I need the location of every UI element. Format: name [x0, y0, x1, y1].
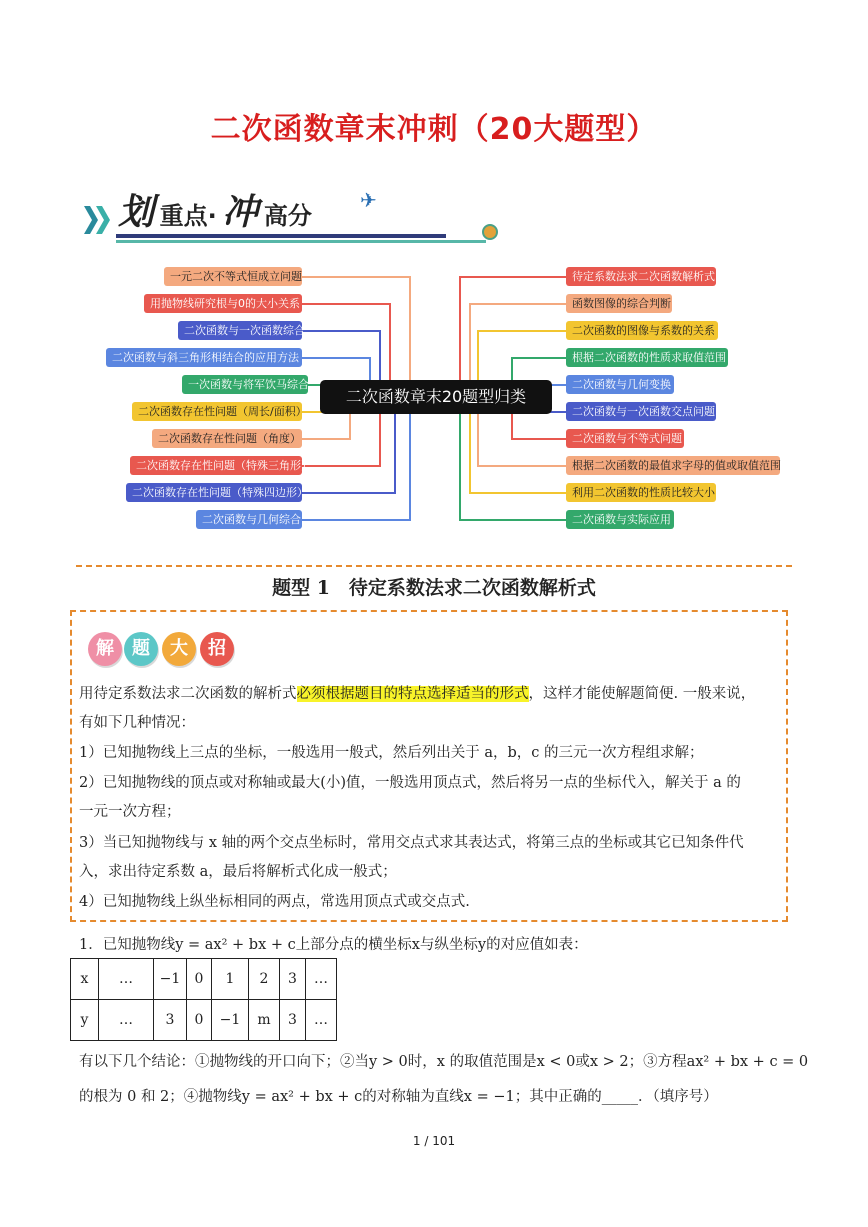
mindmap-node-left: 二次函数存在性问题（特殊四边形）	[126, 483, 302, 502]
mindmap-connector	[302, 397, 410, 520]
section-title: 题型 1 待定系数法求二次函数解析式	[272, 577, 596, 599]
mindmap-node-right: 二次函数与实际应用	[566, 510, 674, 529]
mindmap-node-right: 函数图像的综合判断	[566, 294, 672, 313]
mindmap-node-left: 二次函数与几何综合	[196, 510, 302, 529]
mindmap-node-left: 二次函数存在性问题（特殊三角形）	[130, 456, 302, 475]
mindmap-center: 二次函数章末20题型归类	[320, 380, 552, 414]
table-cell: 2	[249, 959, 280, 1000]
banner-char-1: 划	[118, 192, 155, 233]
table-cell: …	[99, 1000, 154, 1041]
tip-item-2a: 2）已知抛物线的顶点或对称轴或最大(小)值，一般选用顶点式，然后将另一点的坐标代入，解关于 a 的	[79, 775, 741, 791]
tip-badge: 大	[162, 632, 196, 666]
table-row-y	[71, 1000, 337, 1041]
table-cell: −1	[154, 959, 187, 1000]
table-cell: −1	[212, 1000, 249, 1041]
banner-text-1: 重点·	[159, 202, 217, 230]
tip-highlight: 必须根据题目的特点选择适当的形式	[296, 686, 529, 702]
tip-intro	[79, 684, 784, 704]
mindmap-node-right: 二次函数的图像与系数的关系	[566, 321, 718, 340]
tip-item-3b: 入，求出待定系数 a，最后将解析式化成一般式；	[79, 864, 397, 880]
table-cell: 3	[154, 1000, 187, 1041]
mindmap-node-left: 一次函数与将军饮马综合	[182, 375, 308, 394]
mindmap-node-right: 二次函数与不等式问题	[566, 429, 684, 448]
table-cell: 0	[187, 959, 212, 1000]
table-cell: …	[306, 959, 337, 1000]
value-table	[70, 958, 337, 1041]
tip-intro-line2: 有如下几种情况：	[79, 715, 195, 731]
question-stem: 1．已知抛物线y = ax² + bx + c上部分点的横坐标x与纵坐标y的对应值如表：	[79, 937, 588, 953]
mindmap-node-right: 待定系数法求二次函数解析式	[566, 267, 716, 286]
mindmap-node-left: 二次函数存在性问题（角度）	[152, 429, 302, 448]
tip-badge: 解	[88, 632, 122, 666]
table-cell: 1	[212, 959, 249, 1000]
table-cell: y	[71, 1000, 99, 1041]
table-cell: m	[249, 1000, 280, 1041]
tip-intro-before: 用待定系数法求二次函数的解析式	[79, 686, 297, 702]
mindmap-node-right: 二次函数与几何变换	[566, 375, 674, 394]
tip-intro-after: ，这样才能使解题简便. 一般来说，	[528, 686, 756, 702]
table-cell: 3	[280, 959, 306, 1000]
banner-char-2: 冲	[222, 192, 259, 233]
paper-plane-icon: ✈	[360, 188, 377, 212]
question-line-1: 有以下几个结论：①抛物线的开口向下；②当y > 0时，x 的取值范围是x < 0或x > 2；③方程ax² + bx + c = 0	[79, 1054, 809, 1070]
mindmap-node-left: 二次函数与一次函数综合	[178, 321, 302, 340]
tip-item-4: 4）已知抛物线上纵坐标相同的两点，常选用顶点式或交点式.	[79, 894, 470, 910]
table-cell: 3	[280, 1000, 306, 1041]
question-line-2: 的根为 0 和 2；④抛物线y = ax² + bx + c的对称轴为直线x = −1；其中正确的_____．（填序号）	[79, 1089, 718, 1105]
tip-badge: 题	[124, 632, 158, 666]
mindmap-node-right: 根据二次函数的最值求字母的值或取值范围	[566, 456, 780, 475]
table-cell: …	[306, 1000, 337, 1041]
table-cell: …	[99, 959, 154, 1000]
banner-text-2: 高分	[263, 202, 312, 230]
table-cell: x	[71, 959, 99, 1000]
mindmap-connectors	[0, 0, 868, 560]
tip-badge: 招	[200, 632, 234, 666]
page-number: 1 / 101	[412, 1134, 456, 1148]
mindmap-node-left: 用抛物线研究根与0的大小关系	[144, 294, 302, 313]
mindmap-node-right: 利用二次函数的性质比较大小	[566, 483, 716, 502]
tip-item-2b: 一元一次方程；	[79, 804, 181, 820]
tip-item-3a: 3）当已知抛物线与 x 轴的两个交点坐标时，常用交点式求其表达式，将第三点的坐标或其它已知条件代	[79, 835, 744, 851]
mindmap-node-left: 二次函数存在性问题（周长/面积）	[132, 402, 302, 421]
mindmap-node-right: 根据二次函数的性质求取值范围	[566, 348, 728, 367]
mindmap-node-left: 一元二次不等式恒成立问题	[164, 267, 302, 286]
section-divider	[76, 565, 792, 567]
tip-item-1: 1）已知抛物线上三点的坐标，一般选用一般式，然后列出关于 a，b，c 的三元一次方程组求解；	[79, 745, 704, 761]
page-title: 二次函数章末冲刺（20大题型）	[210, 112, 658, 147]
table-row-x	[71, 959, 337, 1000]
mindmap-node-left: 二次函数与斜三角形相结合的应用方法	[106, 348, 302, 367]
mindmap-node-right: 二次函数与一次函数交点问题	[566, 402, 716, 421]
table-cell: 0	[187, 1000, 212, 1041]
mindmap-connector	[302, 277, 410, 397]
